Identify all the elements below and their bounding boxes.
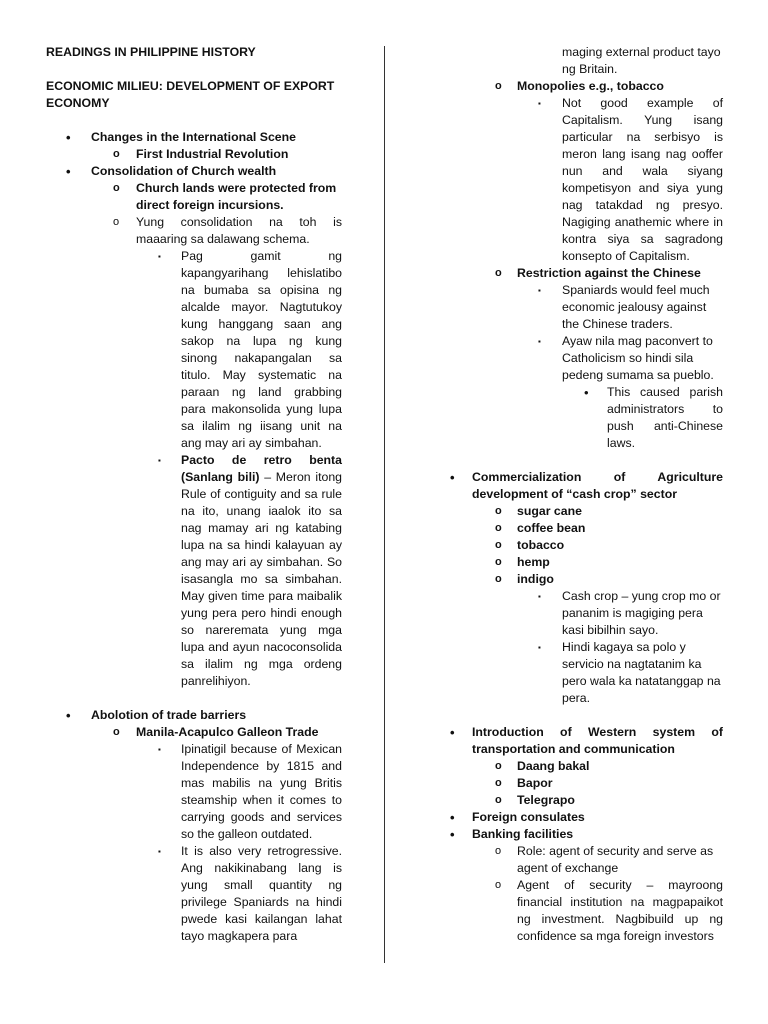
note-polo-y-servicio: ▪ Hindi kagaya sa polo y servicio na nagtatanim ka pero wala ka natatanggap na pera. — [538, 640, 721, 705]
circle-bullet-icon: o — [495, 539, 502, 551]
circle-bullet-icon: o — [495, 522, 502, 534]
bullet-western-systems: • Introduction of Western system of transportation and communication — [450, 725, 723, 756]
circle-bullet-icon: o — [495, 556, 502, 568]
note-monopolies: ▪ Not good example of Capitalism. Yung isang particular na serbisyo is meron lang isang nag ooffer nun and wala siyang kompetisyon and siya yung nag tatakdad ng presyo. Nagiging anathemic where in kontra siya sa sagradong konsepto of Capitalism. — [538, 96, 723, 263]
transport-item: o Telegrapo — [495, 793, 575, 807]
circle-bullet-icon: o — [495, 777, 502, 789]
bullet-icon: • — [66, 164, 71, 179]
bullet-international-scene: • Changes in the International Scene — [66, 130, 296, 145]
bullet-foreign-consulates: • Foreign consulates — [450, 810, 585, 825]
sub-agent-of-security: o Agent of security – mayroong financial institution na magpapaikot ng investment. Nagbibuild up ng confidence sa mga foreign investors — [495, 878, 723, 943]
bullet-icon: • — [450, 470, 455, 485]
circle-bullet-icon: o — [113, 182, 120, 194]
note-economic-jealousy: ▪ Spaniards would feel much economic jealousy against the Chinese traders. — [538, 283, 710, 331]
circle-bullet-icon: o — [495, 794, 502, 806]
note-retrogressive: ▪ It is also very retrogressive. Ang nakikinabang lang is yung small quantity ng privilege Spaniards na hindi pwede kasi kailangan lahat tayo magkapera para — [158, 844, 342, 943]
square-bullet-icon: ▪ — [158, 456, 161, 465]
square-bullet-icon: ▪ — [538, 643, 541, 652]
square-bullet-icon: ▪ — [538, 99, 541, 108]
square-bullet-icon: ▪ — [538, 337, 541, 346]
transport-item: o Daang bakal — [495, 759, 590, 773]
section-heading: ECONOMIC MILIEU: DEVELOPMENT OF EXPORT ECONOMY — [46, 79, 335, 110]
note-galleon-stopped: ▪ Ipinatigil because of Mexican Independence by 1815 and mas mabilis na yung Britis steamship when it comes to carrying goods and services so the galleon outdated. — [158, 742, 342, 841]
note-cash-crop: ▪ Cash crop – yung crop mo or pananim is magiging pera kasi bibilhin sayo. — [538, 589, 721, 637]
sub-restriction-chinese: o Restriction against the Chinese — [495, 266, 701, 280]
column-divider — [384, 46, 385, 963]
note-pacto-de-retro: ▪ Pacto de retro benta (Sanlang bili) – Meron itong Rule of contiguity and sa rule na ito, unang iaalok ito sa nag mamay ari ng katabing lupa na sa hindi kalayuan ay ang may ari ay simbahan. So isasangla mo sa simbahan. May given time para maibalik yung pera pero hindi enough so nareremata yung mga lupa and ayun nacoconsolida sa ilalim ng mga ordeng panrelihiyon. — [158, 453, 342, 688]
crop-item: o coffee bean — [495, 521, 586, 535]
circle-bullet-icon: o — [495, 573, 502, 585]
note-catholicism: ▪ Ayaw nila mag paconvert to Catholicism so hindi sila pedeng sumama sa pueblo. — [538, 334, 714, 382]
continued-text: maging external product tayo ng Britain. — [562, 45, 721, 76]
circle-bullet-icon: o — [113, 216, 120, 228]
square-bullet-icon: ▪ — [158, 745, 161, 754]
bullet-commercialization: • Commercialization of Agriculture development of “cash crop” sector — [450, 470, 723, 501]
crop-item: o indigo — [495, 572, 554, 586]
left-column — [46, 44, 342, 945]
bullet-icon: • — [66, 130, 71, 145]
bullet-icon: • — [584, 385, 589, 400]
bullet-banking: • Banking facilities — [450, 827, 574, 842]
circle-bullet-icon: o — [495, 267, 502, 279]
square-bullet-icon: ▪ — [158, 252, 161, 261]
circle-bullet-icon: o — [113, 148, 120, 160]
sub-monopolies: o Monopolies e.g., tobacco — [495, 79, 664, 93]
bullet-icon: • — [450, 827, 455, 842]
bullet-icon: • — [66, 708, 71, 723]
bullet-icon: • — [450, 725, 455, 740]
square-bullet-icon: ▪ — [538, 592, 541, 601]
sub-industrial-revolution: o First Industrial Revolution — [113, 147, 289, 161]
circle-bullet-icon: o — [113, 726, 120, 738]
circle-bullet-icon: o — [495, 845, 502, 857]
sub-banking-role: o Role: agent of security and serve as agent of exchange — [495, 844, 714, 875]
crop-item: o hemp — [495, 555, 550, 569]
document-title: READINGS IN PHILIPPINE HISTORY — [46, 45, 256, 59]
square-bullet-icon: ▪ — [538, 286, 541, 295]
bullet-icon: • — [450, 810, 455, 825]
note-anti-chinese-laws: • This caused parish administrators to push anti-Chinese laws. — [584, 385, 723, 450]
right-column — [450, 44, 723, 945]
sub-galleon-trade: o Manila-Acapulco Galleon Trade — [113, 725, 319, 739]
note-legislative-power: ▪ Pag gamit ng kapangyarihang lehislatibo na bumaba sa opisina ng alcalde mayor. Nagtutukoy kung hanggang saan ang sakop na lupa ng kung sinong nakapangalan sa titulo. May systematic na paraan ng land grabbing para makonsolida yung lupa sa ilalim ng iisang unit na ang may ari ay simbahan. — [158, 249, 342, 450]
circle-bullet-icon: o — [495, 879, 502, 891]
crop-item: o sugar cane — [495, 504, 582, 518]
circle-bullet-icon: o — [495, 760, 502, 772]
sub-consolidation: o Yung consolidation na toh is maaaring sa dalawang schema. — [113, 215, 342, 246]
transport-item: o Bapor — [495, 776, 553, 790]
bullet-trade-barriers: • Abolotion of trade barriers — [66, 708, 247, 723]
circle-bullet-icon: o — [495, 80, 502, 92]
sub-church-lands: o Church lands were protected from direct foreign incursions. — [113, 181, 337, 212]
circle-bullet-icon: o — [495, 505, 502, 517]
crop-item: o tobacco — [495, 538, 565, 552]
bullet-church-wealth: • Consolidation of Church wealth — [66, 164, 277, 179]
square-bullet-icon: ▪ — [158, 847, 161, 856]
